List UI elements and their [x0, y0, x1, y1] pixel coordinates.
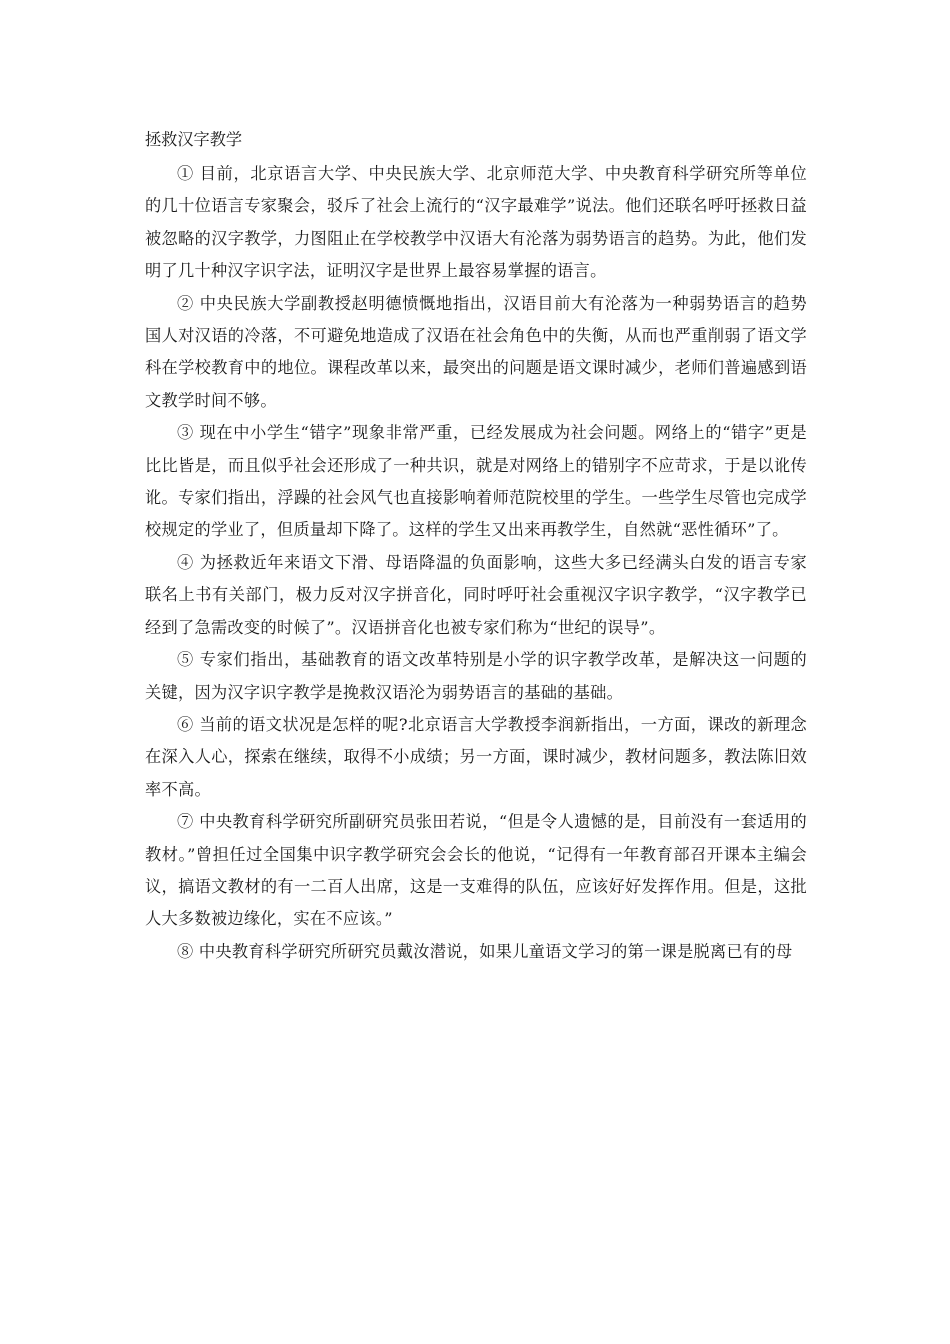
paragraph-1: ① 目前，北京语言大学、中央民族大学、北京师范大学、中央教育科学研究所等单位的几十位语言专家聚会，驳斥了社会上流行的“汉字最难学”说法。他们还联名呼吁拯救日益被忽略的汉字教学，力图阻止在学校教学中汉语大有沦落为弱势语言的趋势。为此，他们发明了几十种汉字识字法，证明汉字是世界上最容易掌握的语言。: [145, 164, 807, 281]
paragraph-8: ⑧ 中央教育科学研究所研究员戴汝潜说，如果儿童语文学习的第一课是脱离已有的母: [177, 941, 793, 961]
document-title: 拯救汉字教学: [145, 130, 243, 149]
document-page: [145, 124, 807, 968]
paragraph-7: ⑦ 中央教育科学研究所副研究员张田若说，“但是令人遗憾的是，目前没有一套适用的教材。”曾担任过全国集中识字教学研究会会长的他说，“记得有一年教育部召开课本主编会议，搞语文教材的有一二百人出席，这是一支难得的队伍，应该好好发挥作用。但是，这批人大多数被边缘化，实在不应该。”: [145, 812, 807, 929]
paragraph-2: ② 中央民族大学副教授赵明德愤慨地指出，汉语目前大有沦落为一种弱势语言的趋势国人对汉语的冷落，不可避免地造成了汉语在社会角色中的失衡，从而也严重削弱了语文学科在学校教育中的地位。课程改革以来，最突出的问题是语文课时减少，老师们普遍感到语文教学时间不够。: [145, 293, 807, 410]
paragraph-6: ⑥ 当前的语文状况是怎样的呢?北京语言大学教授李润新指出，一方面，课改的新理念在深入人心，探索在继续，取得不小成绩；另一方面，课时减少，教材问题多，教法陈旧效率不高。: [145, 714, 807, 799]
paragraph-5: ⑤ 专家们指出，基础教育的语文改革特别是小学的识字教学改革，是解决这一问题的关键，因为汉字识字教学是挽救汉语沦为弱势语言的基础的基础。: [145, 650, 807, 702]
paragraph-4: ④ 为拯救近年来语文下滑、母语降温的负面影响，这些大多已经满头白发的语言专家联名上书有关部门，极力反对汉字拼音化，同时呼吁社会重视汉字识字教学，“汉字教学已经到了急需改变的时候了”。汉语拼音化也被专家们称为“世纪的误导”。: [145, 552, 807, 637]
paragraph-3: ③ 现在中小学生“错字”现象非常严重，已经发展成为社会问题。网络上的“错字”更是比比皆是，而且似乎社会还形成了一种共识，就是对网络上的错别字不应苛求，于是以讹传讹。专家们指出，浮躁的社会风气也直接影响着师范院校里的学生。一些学生尽管也完成学校规定的学业了，但质量却下降了。这样的学生又出来再教学生，自然就“恶性循环”了。: [145, 423, 807, 540]
